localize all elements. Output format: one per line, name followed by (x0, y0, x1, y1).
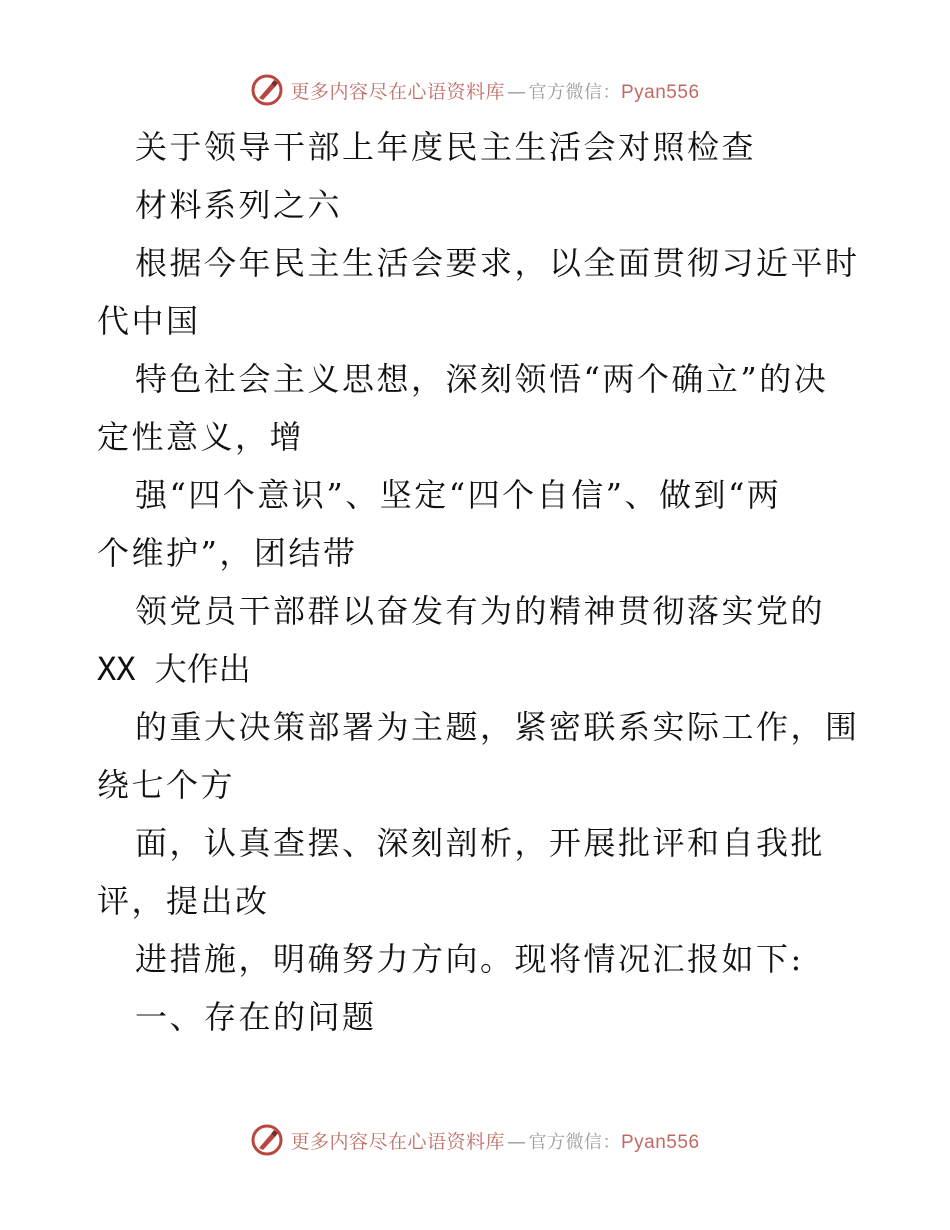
watermark-main-text: 更多内容尽在心语资料库 (290, 80, 505, 103)
doc-text-line: 进措施，明确努力方向。现将情况汇报如下: (135, 940, 804, 978)
doc-text-line: 强“四个意识”、坚定“四个自信”、做到“两 (135, 476, 782, 514)
doc-text-line: 个维护”，团结带 (97, 534, 358, 572)
watermark-separator: — (507, 1130, 527, 1153)
doc-section-heading: 一、存在的问题 (135, 998, 377, 1036)
watermark-id: Pyan556 (621, 81, 700, 103)
watermark-text (290, 1127, 699, 1154)
doc-text-line: 领党员干部群以奋发有为的精神贯彻落实党的 (135, 592, 826, 630)
doc-text-line: 评，提出改 (97, 882, 270, 920)
footer-watermark (0, 1120, 950, 1160)
header-watermark (0, 70, 950, 110)
watermark-main-text: 更多内容尽在心语资料库 (290, 1130, 505, 1153)
doc-text-line: 绕七个方 (97, 766, 236, 804)
document-body (97, 118, 860, 1046)
watermark-id: Pyan556 (621, 1131, 700, 1153)
pen-logo-icon (250, 73, 284, 107)
doc-title-line-1: 关于领导干部上年度民主生活会对照检查 (135, 128, 757, 166)
watermark-label: 官方微信： (528, 81, 621, 103)
doc-text-line: 根据今年民主生活会要求，以全面贯彻习近平时 (135, 244, 860, 282)
doc-text-line: 面，认真查摆、深刻剖析，开展批评和自我批 (135, 824, 826, 862)
doc-text-line: 的重大决策部署为主题，紧密联系实际工作，围 (135, 708, 860, 746)
watermark-label: 官方微信： (528, 1131, 621, 1153)
doc-title-line-2: 材料系列之六 (135, 186, 343, 224)
doc-text-line: 特色社会主义思想，深刻领悟“两个确立”的决 (135, 360, 829, 398)
doc-text-line: XX 大作出 (97, 650, 251, 688)
doc-text-line: 定性意义，增 (97, 418, 305, 456)
watermark-text (290, 77, 699, 104)
pen-logo-icon (250, 1123, 284, 1157)
doc-text-line: 代中国 (97, 302, 201, 340)
watermark-separator: — (507, 80, 527, 103)
